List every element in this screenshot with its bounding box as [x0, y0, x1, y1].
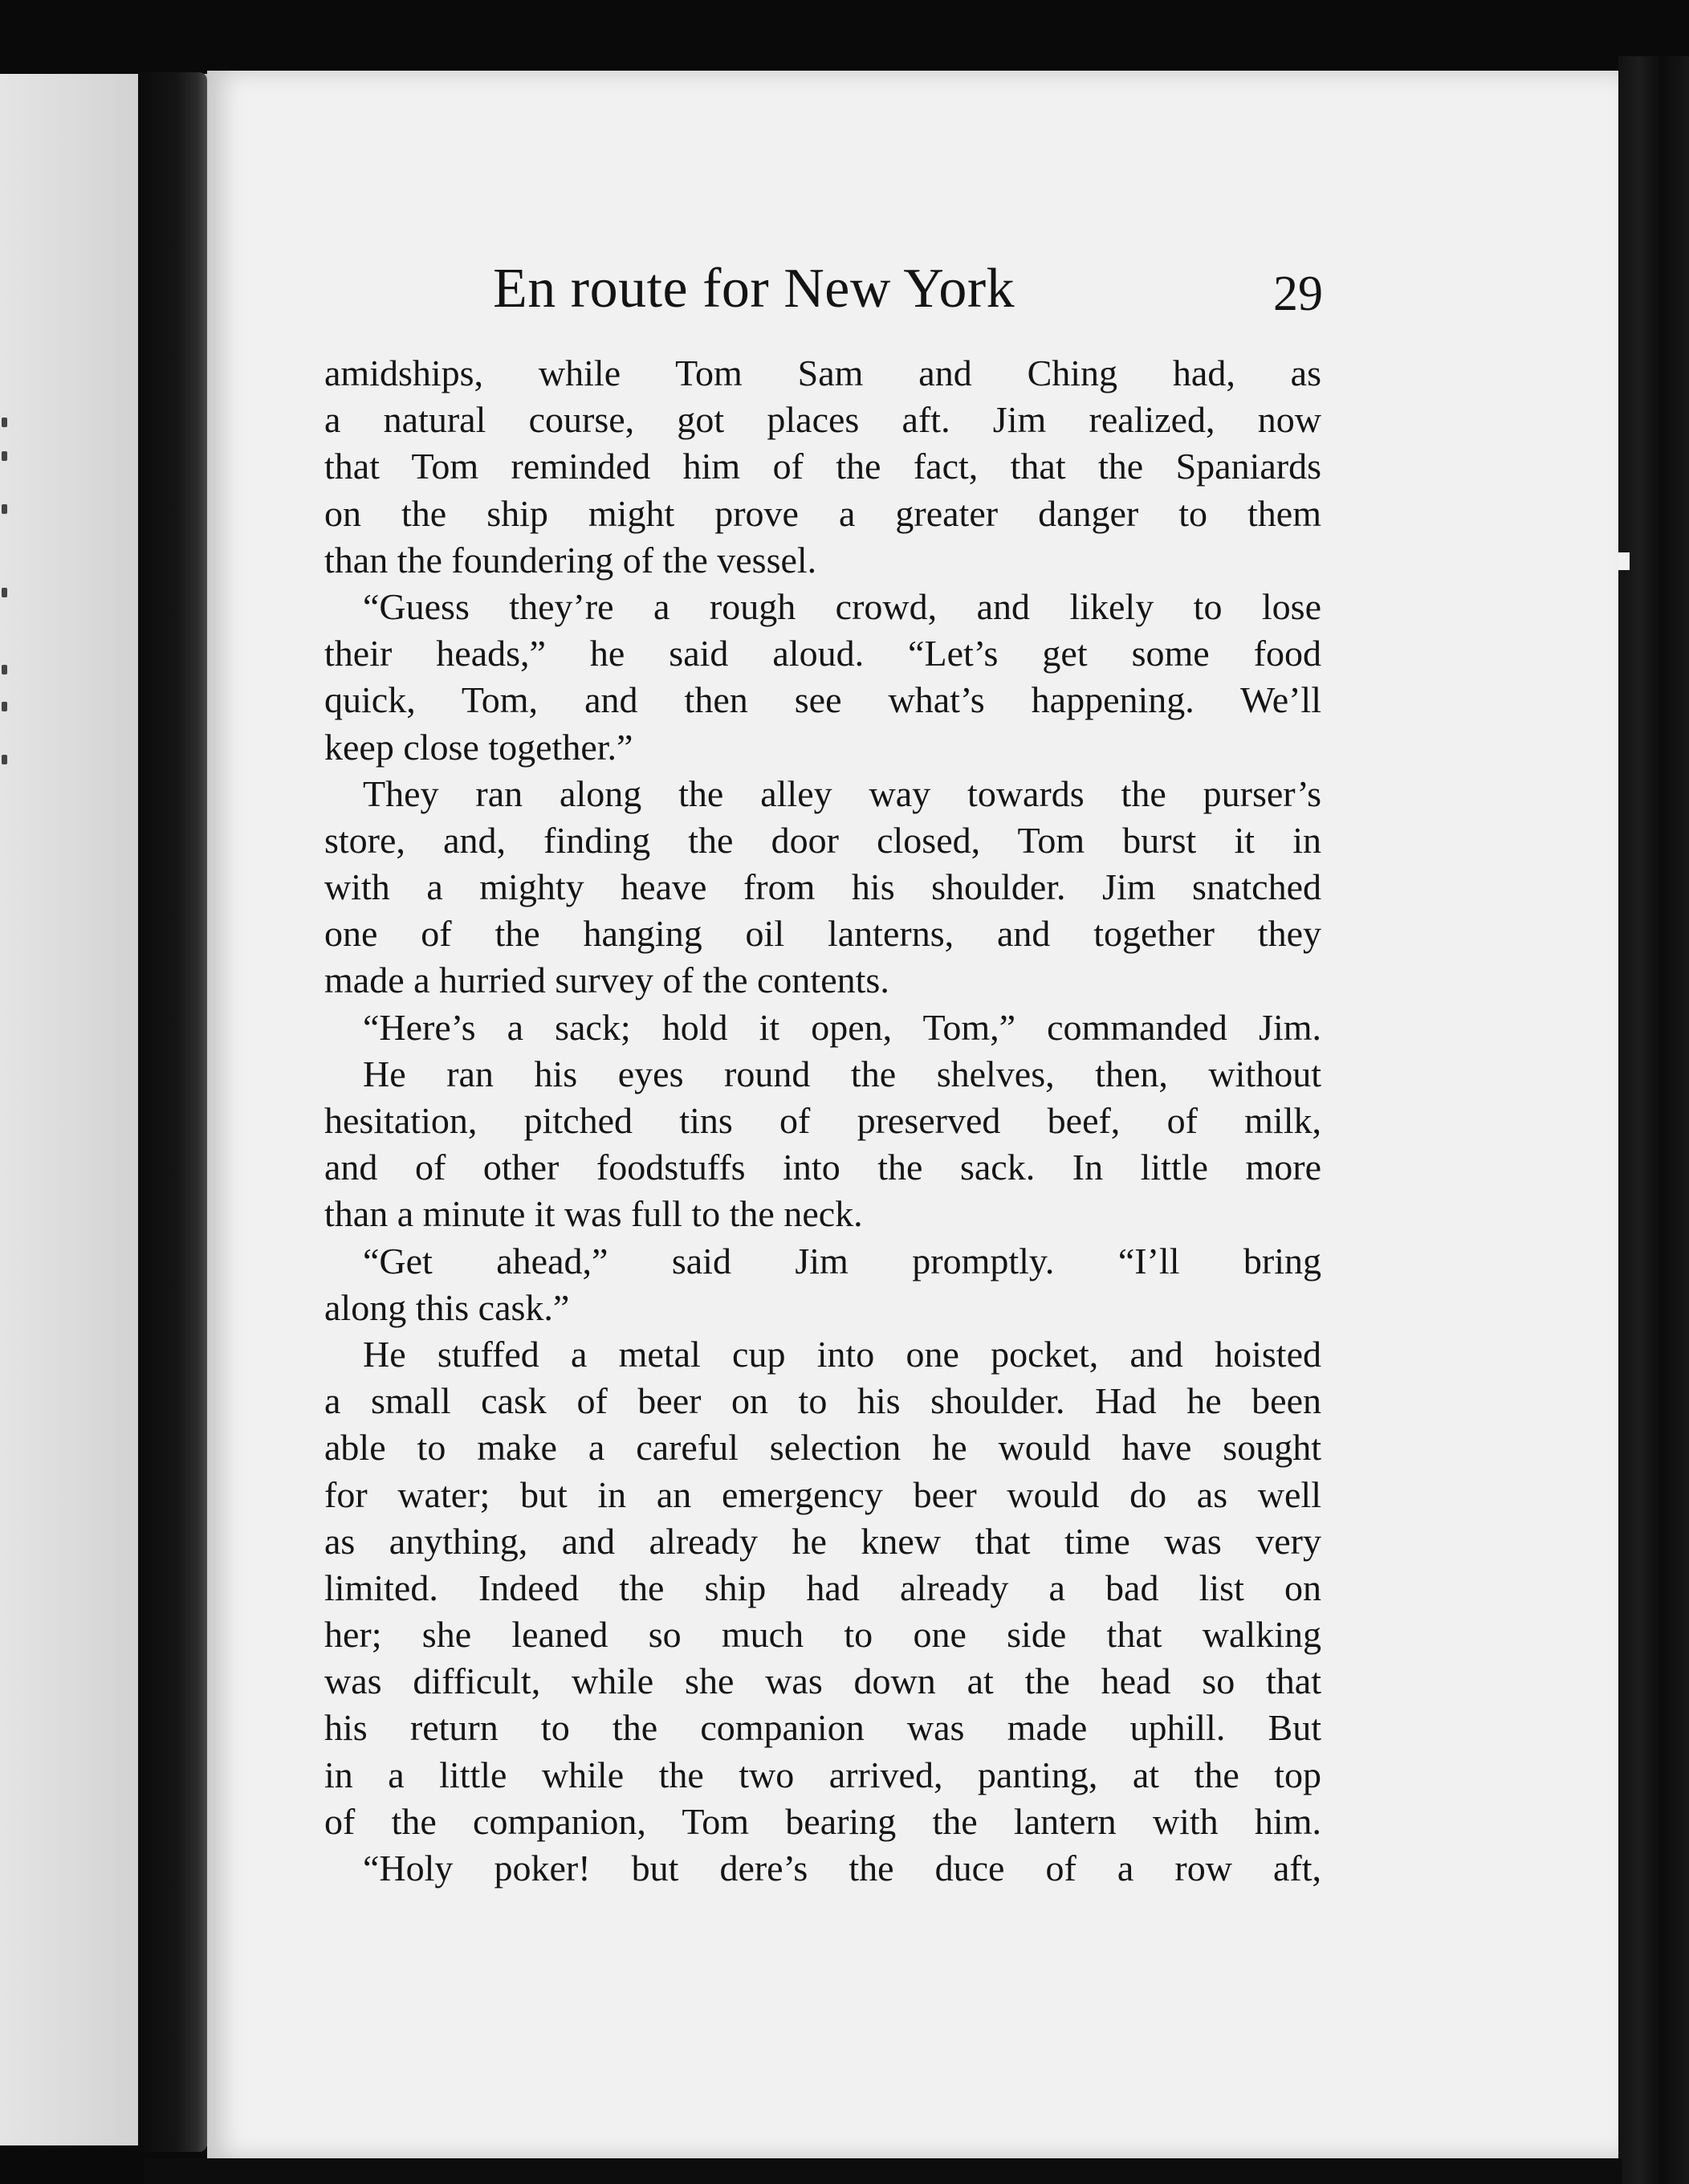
- facing-page-text-fragments: [0, 74, 16, 2145]
- book-gutter: [138, 72, 207, 2152]
- text-line: her; she leaned so much to one side that walking: [324, 1614, 1321, 1656]
- text-line: hesitation, pitched tins of preserved beef, of milk,: [324, 1100, 1321, 1141]
- text-line: able to make a careful selection he would have sought: [324, 1427, 1321, 1469]
- text-line: than a minute it was full to the neck.: [324, 1193, 863, 1235]
- text-line: “Guess they’re a rough crowd, and likely to lose: [363, 585, 1321, 627]
- text-line: store, and, finding the door closed, Tom burst it in: [324, 819, 1321, 861]
- text-line: “Holy poker! but dere’s the duce of a row aft,: [363, 1848, 1321, 1889]
- text-line: for water; but in an emergency beer would do as well: [324, 1473, 1321, 1515]
- text-line: He ran his eyes round the shelves, then, without: [363, 1053, 1321, 1094]
- text-line: “Here’s a sack; hold it open, Tom,” commanded Jim.: [363, 1006, 1321, 1048]
- text-line: and of other foodstuffs into the sack. In little more: [324, 1147, 1321, 1188]
- page-number: 29: [1273, 267, 1323, 321]
- text-line: They ran along the alley way towards the purser’s: [363, 772, 1321, 814]
- text-line: one of the hanging oil lanterns, and together they: [324, 913, 1321, 955]
- text-line: as anything, and already he knew that time was very: [324, 1520, 1321, 1562]
- body-text: [324, 350, 1321, 1892]
- text-line: of the companion, Tom bearing the lantern with him.: [324, 1800, 1321, 1842]
- text-line: keep close together.”: [324, 726, 633, 768]
- text-line: “Get ahead,” said Jim promptly. “I’ll bring: [363, 1240, 1321, 1281]
- text-line: a natural course, got places aft. Jim realized, now: [324, 399, 1321, 441]
- text-line: on the ship might prove a greater danger to them: [324, 492, 1321, 534]
- text-line: a small cask of beer on to his shoulder. Had he been: [324, 1380, 1321, 1422]
- text-line: than the foundering of the vessel.: [324, 539, 817, 581]
- text-line: quick, Tom, and then see what’s happening. We’ll: [324, 679, 1321, 721]
- text-line: his return to the companion was made uphill. But: [324, 1707, 1321, 1749]
- text-line: was difficult, while she was down at the head so that: [324, 1660, 1321, 1702]
- running-header: [493, 249, 1323, 329]
- text-line: He stuffed a metal cup into one pocket, and hoisted: [363, 1333, 1321, 1375]
- scanner-edge: [1618, 56, 1689, 2184]
- text-line: amidships, while Tom Sam and Ching had, as: [324, 352, 1321, 393]
- running-title: En route for New York: [493, 258, 1015, 320]
- text-line: with a mighty heave from his shoulder. Jim snatched: [324, 866, 1321, 908]
- text-line: in a little while the two arrived, panting, at the top: [324, 1754, 1321, 1795]
- text-line: limited. Indeed the ship had already a bad list on: [324, 1567, 1321, 1608]
- text-line: made a hurried survey of the contents.: [324, 960, 889, 1001]
- text-line: along this cask.”: [324, 1286, 570, 1328]
- text-line: that Tom reminded him of the fact, that the Spaniards: [324, 446, 1321, 487]
- page-edge-mark: [1618, 552, 1630, 570]
- text-line: their heads,” he said aloud. “Let’s get some food: [324, 633, 1321, 674]
- scanner-bottom-edge: [144, 2158, 1622, 2184]
